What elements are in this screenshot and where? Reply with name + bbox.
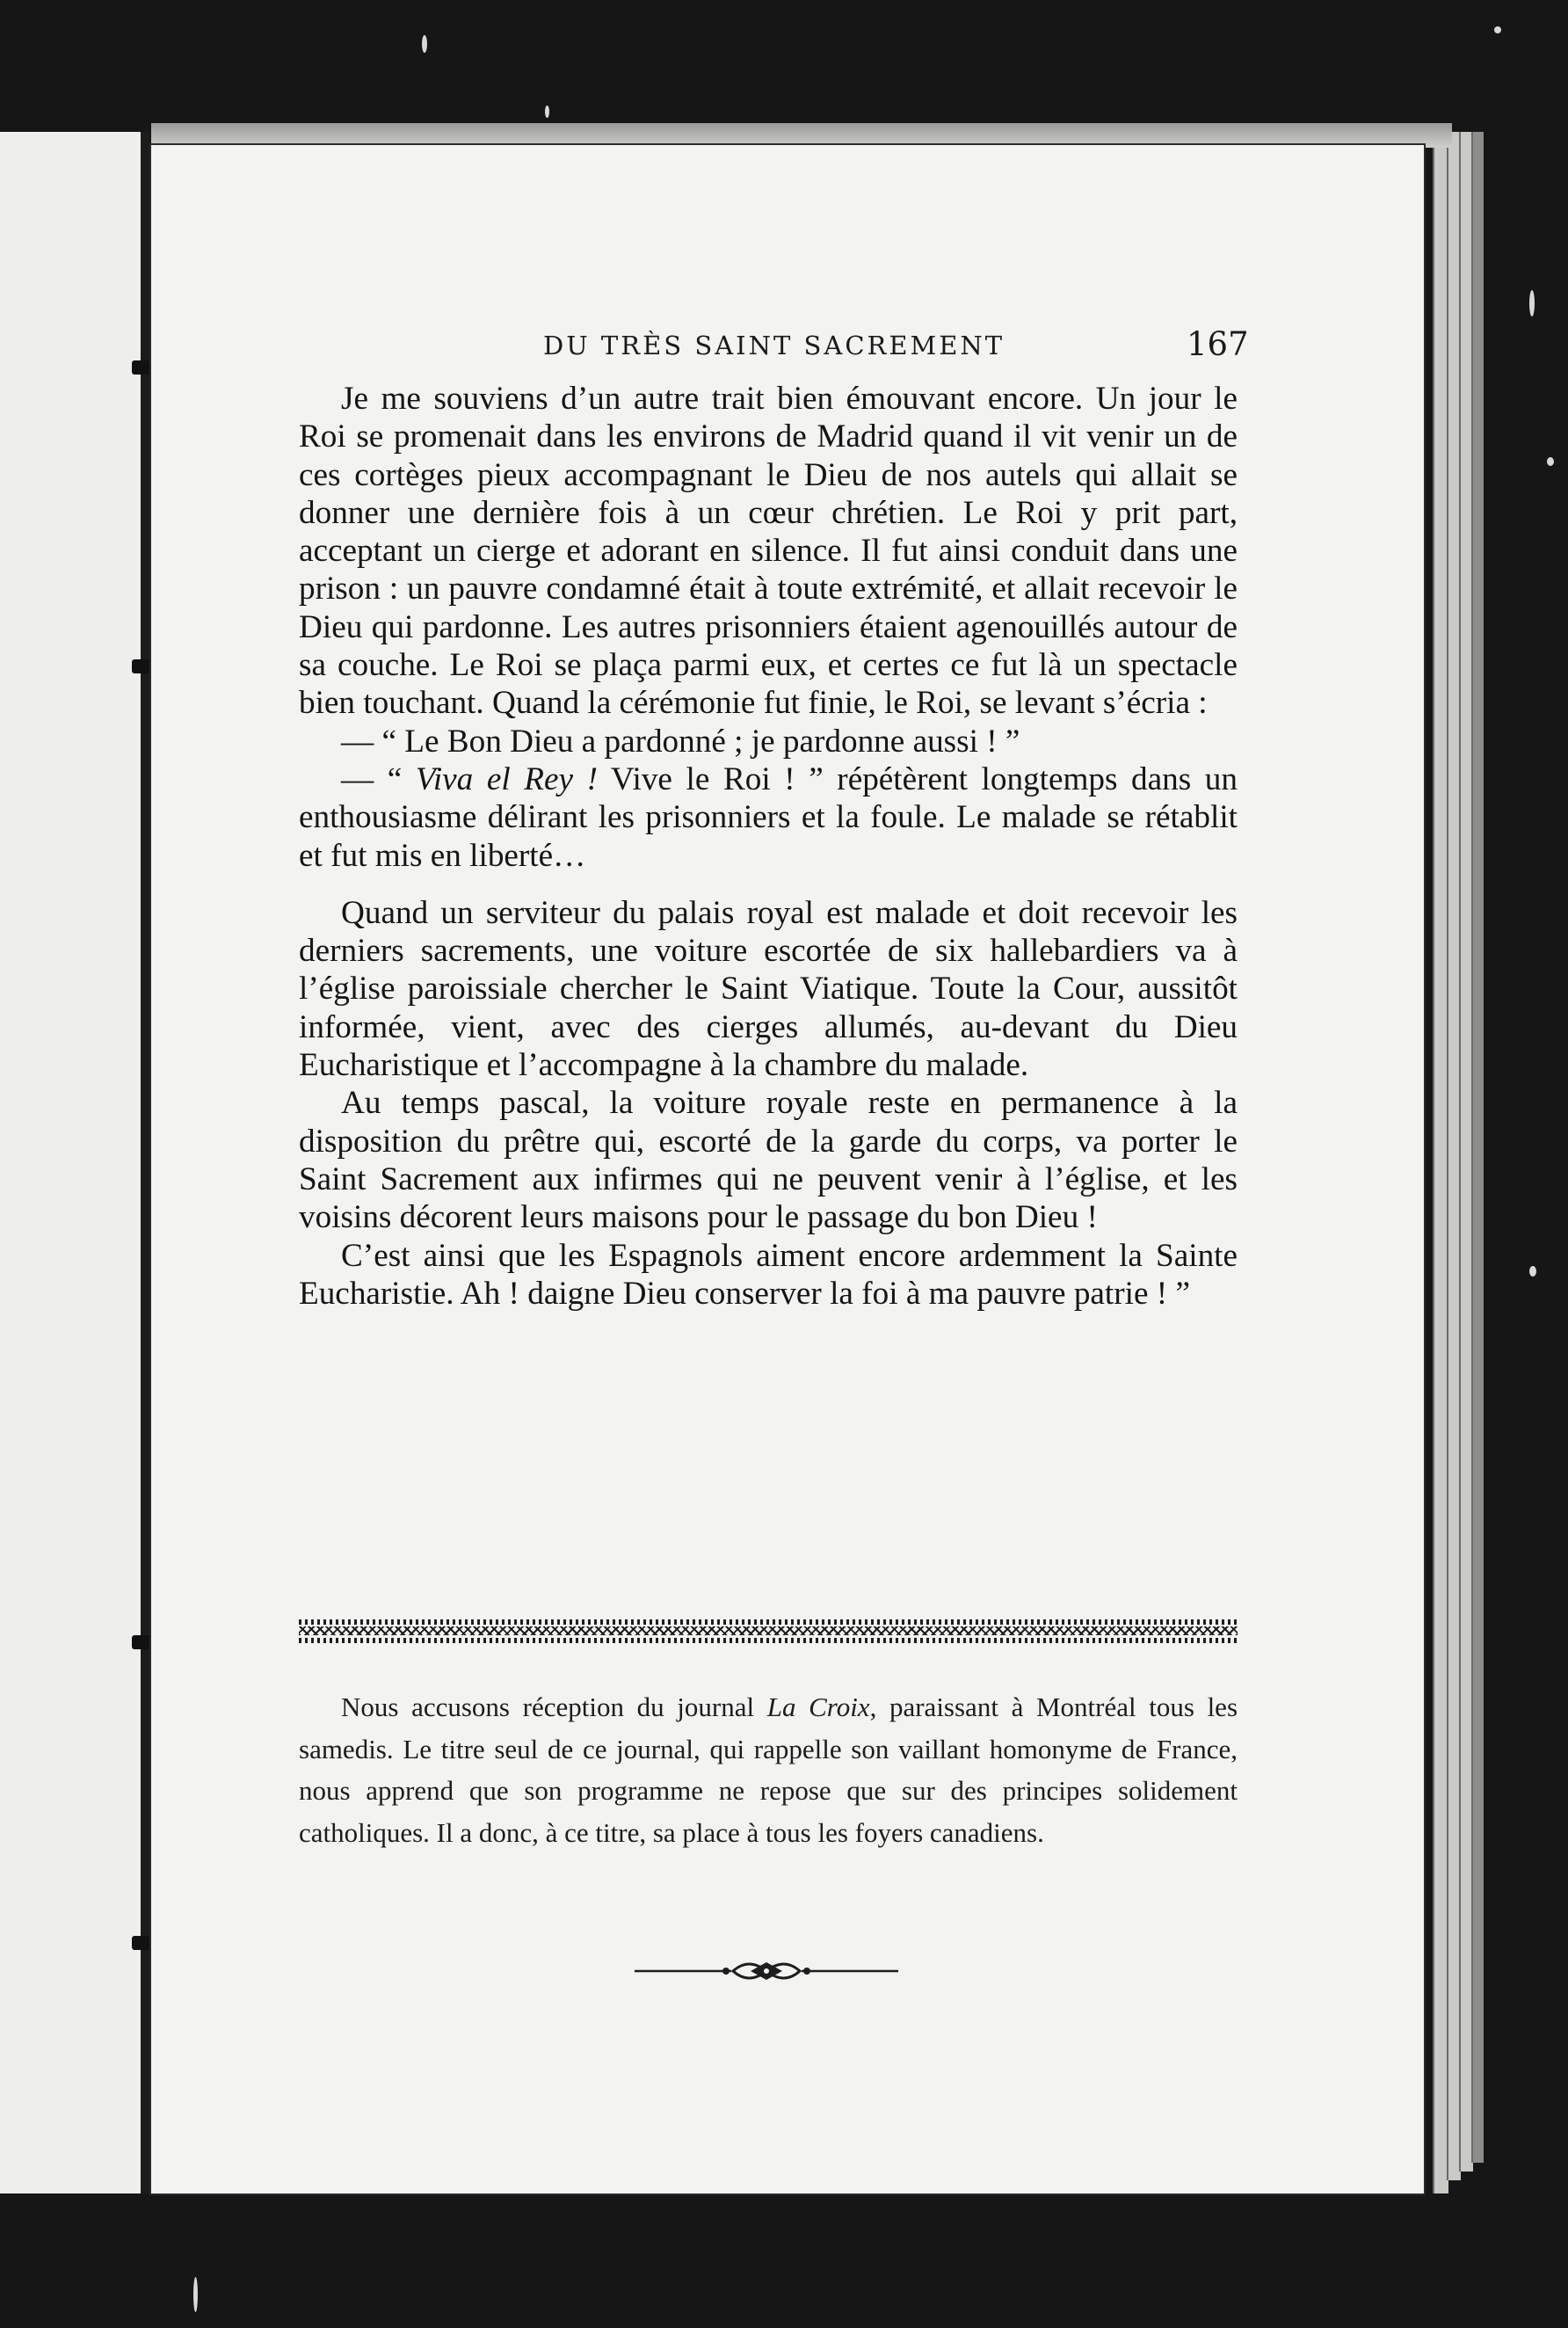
dust-speck (1529, 1266, 1536, 1277)
previous-page-edge (0, 132, 146, 2193)
paragraph: C’est ainsi que les Espagnols aiment encore ardemment la Sainte Eucharistie. Ah ! daigne Dieu conserver la foi à ma pauvre patrie ! ” (299, 1237, 1238, 1312)
note-paragraph (299, 1686, 1238, 1853)
book-spine (141, 132, 149, 2193)
paragraph: Je me souviens d’un autre trait bien émouvant encore. Un jour le Roi se promenait dans les environs de Madrid quand il vit venir un de ces cortèges pieux accompagnant le Dieu de nos autels qui allait se donner une dernière fois à un cœur chrétien. Le Roi y prit part, acceptant un cierge et adorant en silence. Il fut ainsi conduit dans une prison : un pauvre condamné était à toute extrémité, et allait recevoir le Dieu qui pardonne. Les autres prisonniers étaient agenouillés autour de sa couche. Le Roi se plaça parmi eux, et certes ce fut là un spectacle bien touchant. Quand la cérémonie fut finie, le Roi, se levant s’écria : (299, 381, 1238, 722)
dialogue-line: — “ Le Bon Dieu a pardonné ; je pardonne aussi ! ” (341, 723, 1020, 760)
dialogue-dash: — “ (341, 760, 416, 797)
page-number: 167 (1187, 325, 1249, 363)
ornamental-rule (299, 1616, 1238, 1646)
fleuron-ornament (635, 1953, 898, 1989)
dialogue-continuation: Vive le Roi ! ” répétèrent longtemps dans un enthousiasme délirant les prisonniers et la foule. Le malade se rétablit et fut mis en liberté… (299, 760, 1238, 874)
editorial-note (299, 1686, 1238, 1853)
spanish-exclamation: Viva el Rey ! (415, 760, 598, 797)
dust-speck (193, 2277, 198, 2312)
paragraph: Au temps pascal, la voiture royale reste en permanence à la disposition du prêtre qui, escorté de la garde du corps, va porter le Saint Sacrement aux infirmes qui ne peuvent venir à l’église, et les voisins décorent leurs maisons pour le passage du bon Dieu ! (299, 1085, 1238, 1236)
dust-speck (1547, 457, 1554, 466)
dust-speck (1494, 26, 1501, 33)
dust-speck (545, 105, 549, 118)
dust-speck (422, 35, 427, 53)
paragraph: Quand un serviteur du palais royal est malade et doit recevoir les derniers sacrements, une voiture escortée de six hallebardiers va à l’église paroissiale chercher le Saint Viatique. Toute la Cour, aussitôt informée, vient, avec des cierges allumés, au-devant du Dieu Eucharistique et l’accompagne à la chambre du malade. (299, 894, 1238, 1084)
note-rest: , paraissant à Montréal tous les samedis. Le titre seul de ce journal, qui rappelle son vaillant homonyme de France, nous apprend que son programme ne repose que sur des principes solidement catholiques. Il a donc, à ce titre, sa place à tous les foyers canadiens. (299, 1691, 1238, 1848)
page-edge (1471, 132, 1484, 2163)
note-prefix: Nous accusons réception du journal (341, 1691, 767, 1722)
dialogue-line (299, 760, 1238, 875)
running-head: DU TRÈS SAINT SACREMENT (543, 331, 1005, 360)
body-text (299, 380, 1238, 1313)
dust-speck (1529, 290, 1535, 316)
page-top-shadow (151, 123, 1452, 148)
journal-title: La Croix (766, 1691, 870, 1722)
